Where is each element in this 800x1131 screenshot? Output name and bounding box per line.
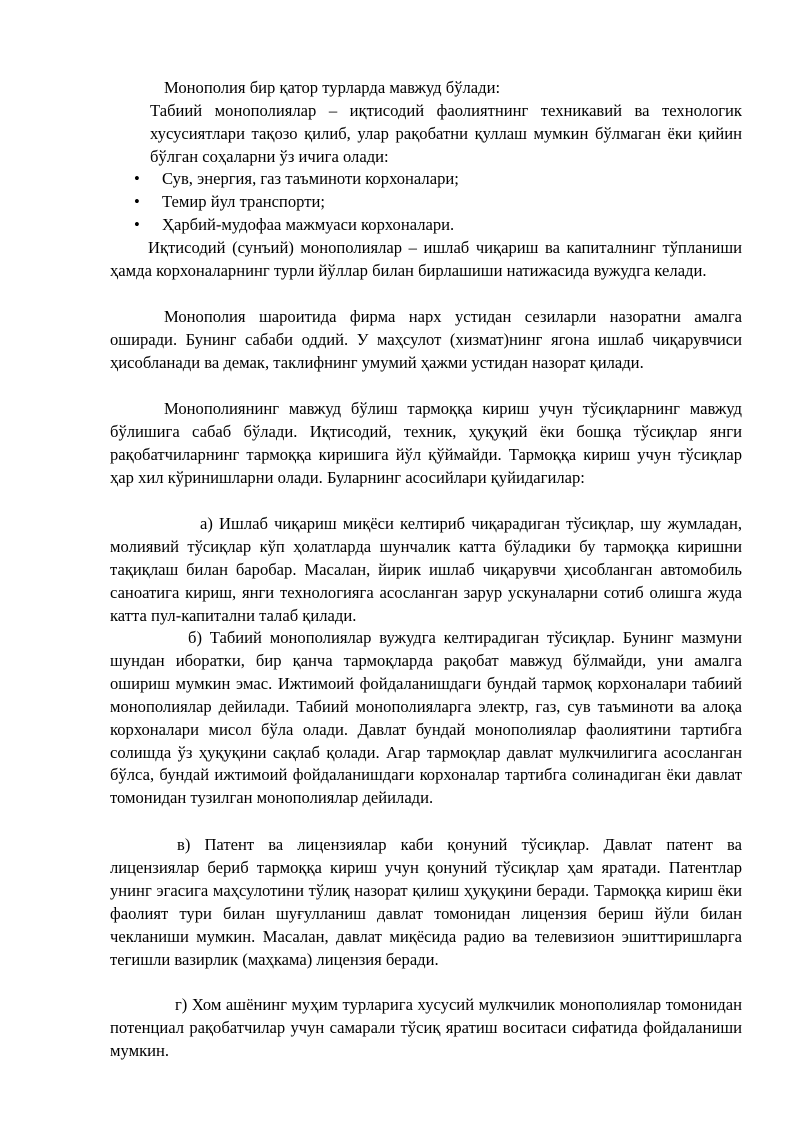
bullet-text: Сув, энергия, газ таъминоти корхоналари; [162, 169, 459, 188]
paragraph-barrier-g: г) Хом ашёнинг муҳим турларига хусусий мулкчилик монополиялар томонидан потенциал рақобатчилар учун самарали тўсиқ яратиш воситаси сифатида фойдаланиши мумкин. [110, 995, 742, 1060]
bullet-icon [134, 168, 162, 191]
paragraph-barrier-v: в) Патент ва лицензиялар каби қонуний тўсиқлар. Давлат патент ва лицензиялар бериб тармоққа кириш учун қонуний тўсиқлар ҳам яратади. Патентлар унинг эгасига маҳсулотини тўлиқ назорат қилиш ҳуқуқини беради. Тармоққа кириш ёки фаолият тури билан шуғулланиш давлат томонидан лицензия бериш йўли билан чекланиши мумкин. Масалан, давлат миқёсида радио ва телевизион эшиттиришларга тегишли вазирлик (маҳкама) лицензия беради. [110, 835, 742, 969]
bullet-text: Темир йул транспорти; [162, 192, 325, 211]
bullet-text: Ҳарбий-мудофаа мажмуаси корхоналари. [162, 215, 455, 234]
bullet-item [134, 168, 742, 191]
paragraph-economic-monopolies: Иқтисодий (сунъий) монополиялар – ишлаб чиқариш ва капиталнинг тўпланиши ҳамда корхоналарнинг турли йўллар билан бирлашиши натижасида вужудга келади. [110, 238, 742, 280]
bullet-item [134, 191, 742, 214]
bullet-icon [134, 214, 162, 237]
paragraph-price-control: Монополия шароитида фирма нарх устидан сезиларли назоратни амалга оширади. Бунинг сабаби оддий. У маҳсулот (хизмат)нинг ягона ишлаб чиқарувчиси ҳисобланади ва демак, таклифнинг умумий ҳажми устидан назорат қилади. [110, 307, 742, 372]
paragraph-barrier-b: б) Табиий монополиялар вужудга келтирадиган тўсиқлар. Бунинг мазмуни шундан иборатки, бир қанча тармоқларда рақобат мавжуд бўлмайди, уни амалга ошириш мумкин эмас. Ижтимоий фойдаланишдаги бундай тармоқ корхоналари табиий монополиялар дейилади. Табиий монополияларга электр, газ, сув таъминоти ва алоқа корхоналари мисол бўла олади. Давлат бундай монополиялар фаолиятини тартибга солишда ўз ҳуқуқини сақлаб қолади. Агар тармоқлар давлат мулкчилигига асосланган бўлса, бундай ижтимоий фойдаланишдаги корхоналар тартибга солинадиган ёки давлат томонидан тузилган монополиялар дейилади. [110, 628, 742, 808]
natural-monopoly-definition: Табиий монополиялар – иқтисодий фаолиятнинг техникавий ва технологик хусусиятлари тақозо қилиб, улар рақобатни қуллаш мумкин бўлмаган ёки қийин бўлган соҳаларни ўз ичига олади: [150, 101, 742, 166]
bullet-item [134, 214, 742, 237]
bullet-icon [134, 191, 162, 214]
intro-line: Монополия бир қатор турларда мавжуд бўлади: [164, 78, 501, 97]
paragraph-entry-barriers: Монополиянинг мавжуд бўлиш тармоққа кириш учун тўсиқларнинг мавжуд бўлишига сабаб бўлади. Иқтисодий, техник, ҳуқуқий ёки бошқа тўсиқлар янги рақобатчиларнинг тармоққа киришига йўл қўймайди. Тармоққа кириш учун тўсиқлар ҳар хил кўринишларни олади. Буларнинг асосийлари қуйидагилар: [110, 399, 742, 487]
paragraph-barrier-a: а) Ишлаб чиқариш миқёси келтириб чиқарадиган тўсиқлар, шу жумладан, молиявий тўсиқлар кўп ҳолатларда шунчалик катта бўладики бу тармоққа киришни тақиқлаш билан баробар. Масалан, йирик ишлаб чиқарувчи ҳисобланган автомобиль саноатига кириш, янги технологияга асосланган зарур ускуналарни сотиб олишга жуда катта пул-капитални талаб қилади. [110, 514, 742, 625]
